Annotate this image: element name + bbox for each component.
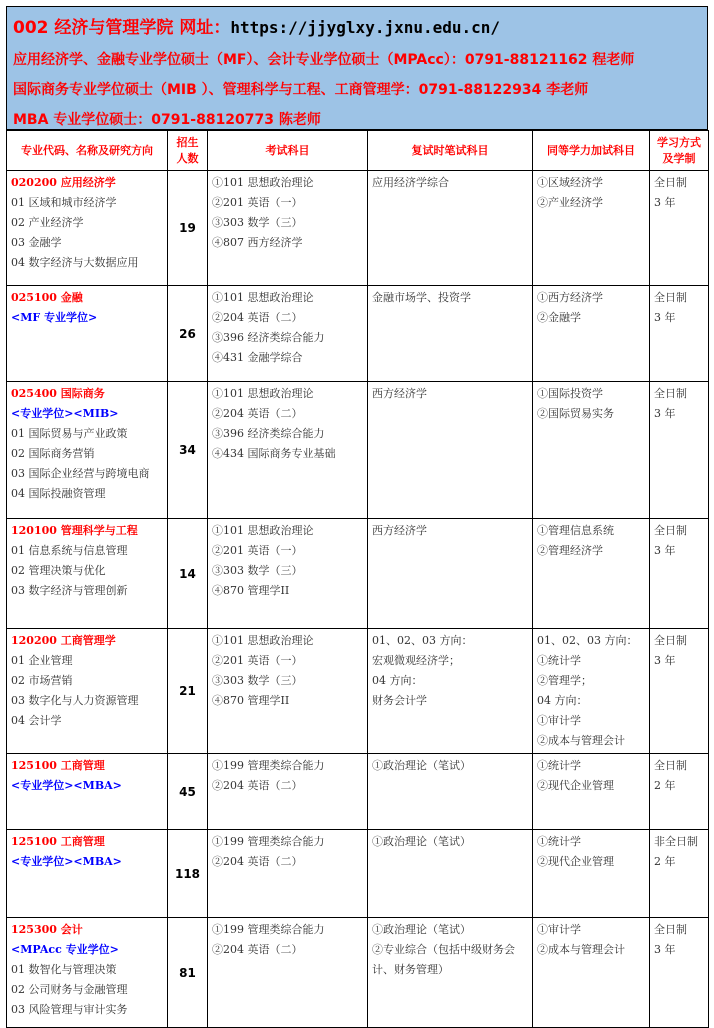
study-mode-cell — [650, 629, 709, 754]
exam-subject: ①101 思想政治理论 — [212, 634, 314, 647]
extra-subject: ①审计学 — [537, 714, 581, 727]
study-mode: 3 年 — [654, 196, 676, 209]
exam-subject: ④434 国际商务专业基础 — [212, 447, 336, 460]
exam-subject: ①199 管理类综合能力 — [212, 759, 325, 772]
exam-subject: ①199 管理类综合能力 — [212, 835, 325, 848]
research-direction: 04 会计学 — [11, 714, 62, 727]
retest-subject: 宏观微观经济学； — [372, 654, 460, 667]
exam-subject: ①101 思想政治理论 — [212, 387, 314, 400]
major-cell — [7, 629, 168, 754]
table-row — [7, 519, 709, 629]
study-mode: 全日制 — [654, 759, 687, 772]
retest-subjects-cell — [368, 754, 533, 830]
research-direction: 03 金融学 — [11, 236, 62, 249]
study-mode-cell — [650, 171, 709, 286]
extra-subjects-cell — [533, 519, 650, 629]
study-mode: 3 年 — [654, 544, 676, 557]
col-header-retest: 复试时笔试科目 — [368, 131, 533, 171]
college-title — [13, 13, 500, 38]
table-row — [7, 754, 709, 830]
table-row — [7, 171, 709, 286]
enrollment-count: 26 — [168, 286, 208, 382]
retest-subject: ①政治理论（笔试） — [372, 759, 471, 772]
exam-subject: ③303 数学（三） — [212, 564, 303, 577]
major-cell — [7, 171, 168, 286]
exam-subjects-cell — [208, 754, 368, 830]
enrollment-count: 21 — [168, 629, 208, 754]
extra-subject: ①审计学 — [537, 923, 581, 936]
exam-subjects-cell — [208, 629, 368, 754]
study-mode: 非全日制 — [654, 835, 698, 848]
enrollment-count: 14 — [168, 519, 208, 629]
research-direction: 03 国际企业经营与跨境电商 — [11, 467, 150, 480]
exam-subject: ②201 英语（一） — [212, 654, 303, 667]
exam-subject: ①101 思想政治理论 — [212, 176, 314, 189]
retest-subject: ①政治理论（笔试） — [372, 835, 471, 848]
retest-subject: 金融市场学、投资学 — [372, 291, 471, 304]
major-code: 120100 管理科学与工程 — [11, 524, 138, 537]
study-mode-cell — [650, 830, 709, 918]
col-header-exam: 考试科目 — [208, 131, 368, 171]
major-cell — [7, 830, 168, 918]
study-mode: 全日制 — [654, 923, 687, 936]
study-mode-cell — [650, 286, 709, 382]
retest-subject: 01、02、03 方向： — [372, 634, 473, 647]
extra-subject: ②现代企业管理 — [537, 855, 614, 868]
retest-subjects-cell — [368, 918, 533, 1028]
retest-subjects-cell — [368, 629, 533, 754]
exam-subject: ②201 英语（一） — [212, 196, 303, 209]
study-mode: 3 年 — [654, 654, 676, 667]
study-mode-cell — [650, 519, 709, 629]
study-mode-cell — [650, 382, 709, 519]
retest-subject: 应用经济学综合 — [372, 176, 449, 189]
retest-subjects-cell — [368, 382, 533, 519]
exam-subject: ②204 英语（二） — [212, 311, 303, 324]
extra-subject: ②产业经济学 — [537, 196, 603, 209]
extra-subject: ①管理信息系统 — [537, 524, 614, 537]
exam-subjects-cell — [208, 830, 368, 918]
extra-subject: ①统计学 — [537, 759, 581, 772]
extra-subjects-cell — [533, 171, 650, 286]
exam-subject: ④870 管理学II — [212, 584, 290, 597]
website-link[interactable]: https://jjyglxy.jxnu.edu.cn/ — [230, 18, 501, 37]
major-code: 025100 金融 — [11, 291, 83, 304]
extra-subject: 04 方向： — [537, 694, 588, 707]
col-header-major: 专业代码、名称及研究方向 — [7, 131, 168, 171]
contact-line-2: 国际商务专业学位硕士（MIB ）、管理科学与工程、工商管理学：0791-88122934 李老师 — [13, 82, 589, 98]
degree-type: <专业学位><MIB> — [11, 407, 119, 420]
extra-subject: ②成本与管理会计 — [537, 734, 625, 747]
research-direction: 02 市场营销 — [11, 674, 73, 687]
exam-subject: ③303 数学（三） — [212, 674, 303, 687]
extra-subject: ①统计学 — [537, 835, 581, 848]
extra-subjects-cell — [533, 286, 650, 382]
extra-subject: ②国际贸易实务 — [537, 407, 614, 420]
exam-subjects-cell — [208, 382, 368, 519]
retest-subjects-cell — [368, 830, 533, 918]
retest-subject: 财务会计学 — [372, 694, 427, 707]
exam-subject: ④807 西方经济学 — [212, 236, 303, 249]
exam-subjects-cell — [208, 519, 368, 629]
study-mode-cell — [650, 754, 709, 830]
exam-subject: ②204 英语（二） — [212, 855, 303, 868]
study-mode: 全日制 — [654, 176, 687, 189]
major-cell — [7, 754, 168, 830]
table-row — [7, 382, 709, 519]
major-cell — [7, 918, 168, 1028]
major-cell — [7, 286, 168, 382]
study-mode: 3 年 — [654, 311, 676, 324]
extra-subject: ②管理经济学 — [537, 544, 603, 557]
major-cell — [7, 519, 168, 629]
exam-subjects-cell — [208, 286, 368, 382]
study-mode: 全日制 — [654, 387, 687, 400]
exam-subject: ②204 英语（二） — [212, 779, 303, 792]
degree-type: <专业学位><MBA> — [11, 779, 122, 792]
exam-subject: ②204 英语（二） — [212, 407, 303, 420]
extra-subject: ②现代企业管理 — [537, 779, 614, 792]
research-direction: 02 产业经济学 — [11, 216, 84, 229]
extra-subjects-cell — [533, 830, 650, 918]
degree-type: <专业学位><MBA> — [11, 855, 122, 868]
research-direction: 03 风险管理与审计实务 — [11, 1003, 128, 1016]
retest-subjects-cell — [368, 286, 533, 382]
retest-subjects-cell — [368, 519, 533, 629]
exam-subject: ①199 管理类综合能力 — [212, 923, 325, 936]
study-mode: 全日制 — [654, 291, 687, 304]
retest-subject: 04 方向： — [372, 674, 423, 687]
college-name: 002 经济与管理学院 网址： — [13, 18, 231, 38]
research-direction: 02 国际商务营销 — [11, 447, 95, 460]
research-direction: 01 国际贸易与产业政策 — [11, 427, 128, 440]
program-table — [6, 130, 709, 1028]
study-mode: 3 年 — [654, 407, 676, 420]
retest-subjects-cell — [368, 171, 533, 286]
study-mode: 3 年 — [654, 943, 676, 956]
major-code: 120200 工商管理学 — [11, 634, 116, 647]
major-code: 125100 工商管理 — [11, 835, 105, 848]
col-header-quota: 招生人数 — [168, 131, 208, 171]
extra-subject: ②成本与管理会计 — [537, 943, 625, 956]
research-direction: 01 区域和城市经济学 — [11, 196, 117, 209]
exam-subjects-cell — [208, 918, 368, 1028]
enrollment-count: 118 — [168, 830, 208, 918]
extra-subjects-cell — [533, 382, 650, 519]
enrollment-count: 34 — [168, 382, 208, 519]
research-direction: 01 信息系统与信息管理 — [11, 544, 128, 557]
retest-subject: 西方经济学 — [372, 387, 427, 400]
contact-line-1: 应用经济学、金融专业学位硕士（MF）、会计专业学位硕士（MPAcc）：0791-88121162 程老师 — [13, 52, 635, 68]
enrollment-count: 45 — [168, 754, 208, 830]
exam-subject: ①101 思想政治理论 — [212, 524, 314, 537]
exam-subject: ②204 英语（二） — [212, 943, 303, 956]
study-mode: 全日制 — [654, 634, 687, 647]
exam-subject: ③303 数学（三） — [212, 216, 303, 229]
table-row — [7, 286, 709, 382]
degree-type: <MPAcc 专业学位> — [11, 943, 119, 956]
research-direction: 04 数字经济与大数据应用 — [11, 256, 139, 269]
degree-type: <MF 专业学位> — [11, 311, 98, 324]
extra-subject: 01、02、03 方向： — [537, 634, 638, 647]
study-mode: 全日制 — [654, 524, 687, 537]
extra-subject: ①区域经济学 — [537, 176, 603, 189]
major-code: 125300 会计 — [11, 923, 83, 936]
retest-subject: ①政治理论（笔试） — [372, 923, 471, 936]
exam-subject: ④870 管理学II — [212, 694, 290, 707]
retest-subject: 计、财务管理） — [372, 963, 449, 976]
exam-subjects-cell — [208, 171, 368, 286]
research-direction: 04 国际投融资管理 — [11, 487, 106, 500]
research-direction: 03 数字化与人力资源管理 — [11, 694, 139, 707]
extra-subjects-cell — [533, 629, 650, 754]
col-header-extra: 同等学力加试科目 — [533, 131, 650, 171]
table-row — [7, 629, 709, 754]
research-direction: 02 管理决策与优化 — [11, 564, 106, 577]
extra-subject: ①西方经济学 — [537, 291, 603, 304]
exam-subject: ②201 英语（一） — [212, 544, 303, 557]
table-row — [7, 830, 709, 918]
major-code: 020200 应用经济学 — [11, 176, 116, 189]
research-direction: 02 公司财务与金融管理 — [11, 983, 128, 996]
exam-subject: ③396 经济类综合能力 — [212, 331, 325, 344]
table-row — [7, 918, 709, 1028]
enrollment-count: 19 — [168, 171, 208, 286]
col-header-mode: 学习方式及学制 — [650, 131, 709, 171]
exam-subject: ①101 思想政治理论 — [212, 291, 314, 304]
extra-subject: ①统计学 — [537, 654, 581, 667]
enrollment-count: 81 — [168, 918, 208, 1028]
research-direction: 01 企业管理 — [11, 654, 73, 667]
major-code: 125100 工商管理 — [11, 759, 105, 772]
retest-subject: 西方经济学 — [372, 524, 427, 537]
college-header — [6, 6, 708, 130]
major-cell — [7, 382, 168, 519]
extra-subjects-cell — [533, 754, 650, 830]
major-code: 025400 国际商务 — [11, 387, 105, 400]
research-direction: 01 数智化与管理决策 — [11, 963, 117, 976]
extra-subject: ①国际投资学 — [537, 387, 603, 400]
exam-subject: ④431 金融学综合 — [212, 351, 303, 364]
research-direction: 03 数字经济与管理创新 — [11, 584, 128, 597]
exam-subject: ③396 经济类综合能力 — [212, 427, 325, 440]
study-mode-cell — [650, 918, 709, 1028]
extra-subject: ②管理学； — [537, 674, 592, 687]
extra-subjects-cell — [533, 918, 650, 1028]
study-mode: 2 年 — [654, 779, 676, 792]
study-mode: 2 年 — [654, 855, 676, 868]
retest-subject: ②专业综合（包括中级财务会 — [372, 943, 515, 956]
contact-line-3: MBA 专业学位硕士：0791-88120773 陈老师 — [13, 112, 321, 128]
extra-subject: ②金融学 — [537, 311, 581, 324]
